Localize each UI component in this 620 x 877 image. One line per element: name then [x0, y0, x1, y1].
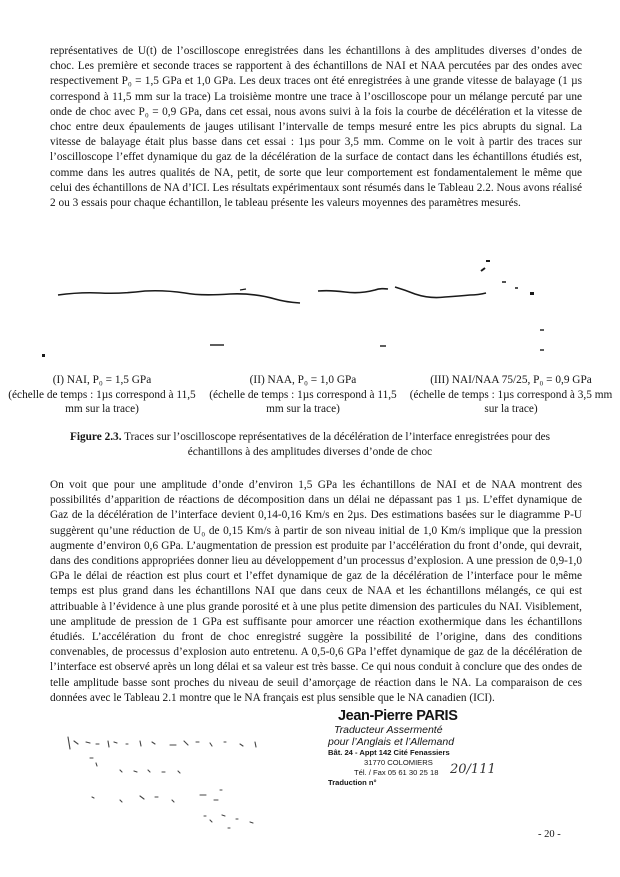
stamp-address-1: Bât. 24 - Appt 142 Cité Fenassiers	[328, 748, 450, 757]
figure-label: Figure 2.3.	[69, 431, 122, 443]
caption-2-title: (II) NAA, P₀ = 1,0 GPa	[249, 374, 357, 386]
stamp-name: Jean-Pierre PARIS	[338, 708, 458, 724]
handwritten-translation-number: 20/111	[450, 762, 496, 777]
stamp-address-2: 31770 COLOMIERS	[364, 758, 433, 767]
caption-3-title: (III) NAI/NAA 75/25, P₀ = 0,9 GPa	[430, 374, 592, 386]
trace-3	[380, 261, 544, 350]
trace-2	[210, 287, 486, 345]
body-paragraph-2: On voit que pour une amplitude d’onde d’environ 1,5 GPa les échantillons de NAI et de NAA montrent des possibilités d’apparition de réactions de décomposition dans un délai ne dépassant pas 1 µs. L’effet dynamique de Gaz de la décélération de l’interface devient 0,14-0,16 Km/s en 2µs. Des estimations basées sur le diagramme P-U suggèrent qu’une réduction de U₀ de 0,15 Km/s à partir de son niveau initial de 1,0 Km/s implique que la pression augmente d’environ 0,6 GPa. L’augmentation de pression est produite par l’accélération du front d’onde, qui devrait, dans des conditions appropriées donner lieu au développement d’un processus d’explosion. A une pression de 0,9-1,0 GPa le délai de réaction est plus court et l’effet dynamique de gaz de la décélération de l’interface pour le même temps est plus grand dans les échantillons NAI que dans ceux de NAA et les échantillons mélangés, ce qui est attribuable à l’évidence à une plus grande porosité et à une plus petite dimension des particules du NAI. Visiblement, une amplitude de pression de 1 GPa est suffisante pour amorcer une réaction exothermique dans les échantillons étudiés. L’accélération du front de choc enregistré suggère la possibilité de l’origine, dans des conditions convenables, de processus d’explosion auto entretenu. A 0,5-0,6 GPa l’effet dynamique de gaz de la décélération de l’interface est observé après un long délai et sa valeur est très basse. Ce qui nous conduit à conclure que des ondes de telle amplitude basse sont proches du niveau de seuil d’amorçage de réaction dans le NA. La comparaison de ces données avec le Tableau 2.1 montre que le NA français est plus sensible que le NA canadien (ICI).	[50, 479, 582, 704]
trace-1	[42, 289, 300, 357]
caption-3-detail: (échelle de temps : 1µs correspond à 3,5 mm sur la trace)	[409, 388, 613, 416]
caption-1-detail: (échelle de temps : 1µs correspond à 11,5 mm sur la trace)	[8, 388, 196, 416]
page-number: - 20 -	[538, 829, 561, 840]
stamp-languages: pour l’Anglais et l’Allemand	[328, 736, 455, 748]
figure-title-text: Traces sur l’oscilloscope représentatives de la décélération de l’interface enregistrées pour des échantillons à des amplitudes diverses d’onde de choc	[124, 431, 551, 458]
figure-title	[60, 430, 560, 460]
figure-caption-3	[406, 373, 616, 417]
figure-caption-1	[4, 373, 200, 417]
caption-1-title: (I) NAI, P₀ = 1,5 GPa	[52, 374, 152, 386]
caption-2-detail: (échelle de temps : 1µs correspond à 11,5 mm sur la trace)	[209, 388, 397, 416]
figure-caption-2	[205, 373, 401, 417]
stamp-translation-label: Traduction n°	[328, 778, 377, 787]
stamp-role: Traducteur Assermenté	[334, 724, 443, 736]
body-paragraph-1: représentatives de U(t) de l’oscilloscope enregistrées dans les échantillons à des amplitudes diverses d’ondes de choc. Les première et seconde traces se rapportent à des échantillons de NAI et NAA percutées par des ondes avec respectivement P₀ = 1,5 GPa et 1,0 GPa. Les deux traces ont été enregistrées à une grande vitesse de balayage (1 µs correspond à 11,5 mm sur la trace) La troisième montre une trace à l’oscilloscope pour un mélange percuté par une onde de choc avec P₀ = 0,9 GPa, dans cet essai, nous avons suivi à la fois la courbe de décélération et la vitesse de choc entre deux épaulements de jauges utilisant l’intervalle de temps mesuré entre les pics abrupts du signal. La vitesse de balayage était plus basse dans cet essai : 1µs pour 3,5 mm. Comme on le voit à partir des traces sur l’oscilloscope l’effet dynamique du gaz de la décélération de la surface de contact dans les échantillons étudiés est, comme dans les autres qualités de NA, petit, de sorte que leur comportement est fondamentalement le même que celui des échantillons de NA d’ICI. Les résultats expérimentaux sont résumés dans le Tableau 2.2. Nous avons réalisé 2 ou 3 essais pour chaque échantillon, le tableau présente les valeurs moyennes des paramètres mesurés.	[50, 45, 582, 210]
stamp-phone: Tél. / Fax 05 61 30 25 18	[354, 768, 439, 777]
